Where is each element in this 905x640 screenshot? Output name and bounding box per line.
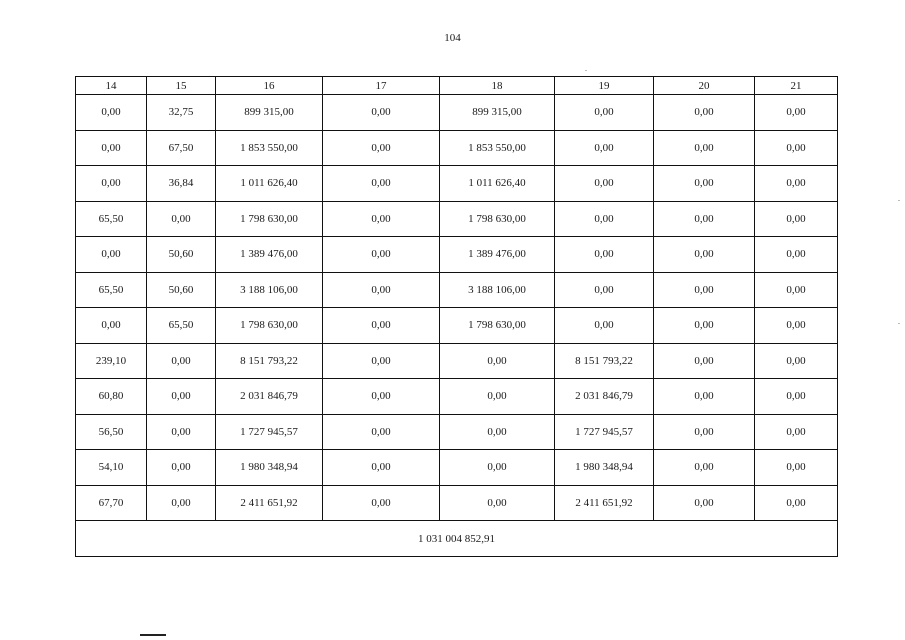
table-cell: 60,80 — [76, 379, 147, 415]
table-cell: 1 853 550,00 — [216, 130, 323, 166]
table-cell: 2 411 651,92 — [216, 485, 323, 521]
table-cell: 0,00 — [323, 379, 440, 415]
table-cell: 0,00 — [147, 201, 216, 237]
table-row — [76, 450, 838, 486]
table-cell: 0,00 — [76, 308, 147, 344]
table-row — [76, 166, 838, 202]
table-cell: 0,00 — [755, 379, 838, 415]
table-cell: 0,00 — [654, 201, 755, 237]
table-cell: 0,00 — [755, 130, 838, 166]
table-cell: 0,00 — [323, 272, 440, 308]
table-cell: 0,00 — [147, 343, 216, 379]
table-cell: 0,00 — [555, 201, 654, 237]
column-header: 15 — [147, 77, 216, 95]
table-cell: 1 011 626,40 — [440, 166, 555, 202]
table-cell: 0,00 — [147, 414, 216, 450]
table-cell: 0,00 — [323, 414, 440, 450]
table-cell: 0,00 — [755, 343, 838, 379]
table-cell: 0,00 — [555, 130, 654, 166]
table-cell: 0,00 — [654, 379, 755, 415]
table-row — [76, 237, 838, 273]
table-cell: 0,00 — [76, 237, 147, 273]
table-cell: 0,00 — [440, 379, 555, 415]
table-cell: 0,00 — [755, 272, 838, 308]
table-body — [76, 95, 838, 521]
table-cell: 0,00 — [323, 166, 440, 202]
table-cell: 65,50 — [76, 272, 147, 308]
table-cell: 0,00 — [440, 450, 555, 486]
page-number: 104 — [444, 32, 461, 44]
table-cell: 0,00 — [440, 343, 555, 379]
table-cell: 67,70 — [76, 485, 147, 521]
table-cell: 0,00 — [755, 308, 838, 344]
table-cell: 50,60 — [147, 237, 216, 273]
table-row — [76, 201, 838, 237]
table-cell: 0,00 — [654, 308, 755, 344]
table-cell: 0,00 — [555, 272, 654, 308]
table-row — [76, 308, 838, 344]
table-cell: 0,00 — [654, 414, 755, 450]
scan-dot — [898, 200, 900, 201]
table-cell: 3 188 106,00 — [216, 272, 323, 308]
table-cell: 56,50 — [76, 414, 147, 450]
column-header: 20 — [654, 77, 755, 95]
table-cell: 1 798 630,00 — [216, 308, 323, 344]
table-cell: 36,84 — [147, 166, 216, 202]
table-cell: 1 389 476,00 — [216, 237, 323, 273]
table-row — [76, 414, 838, 450]
table-cell: 0,00 — [555, 95, 654, 131]
table-cell: 0,00 — [755, 450, 838, 486]
table-cell: 0,00 — [654, 343, 755, 379]
table-cell: 0,00 — [654, 485, 755, 521]
table-row — [76, 379, 838, 415]
data-table — [75, 76, 838, 557]
table-cell: 0,00 — [654, 272, 755, 308]
total-row — [76, 521, 838, 557]
table-cell: 2 031 846,79 — [216, 379, 323, 415]
table-cell: 2 411 651,92 — [555, 485, 654, 521]
table-footer — [76, 521, 838, 557]
table-cell: 1 853 550,00 — [440, 130, 555, 166]
column-header: 18 — [440, 77, 555, 95]
table-cell: 1 798 630,00 — [440, 201, 555, 237]
table-cell: 0,00 — [654, 166, 755, 202]
table-cell: 1 980 348,94 — [555, 450, 654, 486]
table-cell: 1 011 626,40 — [216, 166, 323, 202]
table-cell: 65,50 — [147, 308, 216, 344]
table-cell: 32,75 — [147, 95, 216, 131]
table-cell: 0,00 — [440, 414, 555, 450]
table-cell: 0,00 — [654, 237, 755, 273]
table-row — [76, 272, 838, 308]
table-cell: 0,00 — [323, 343, 440, 379]
column-header: 14 — [76, 77, 147, 95]
column-header: 21 — [755, 77, 838, 95]
column-header: 16 — [216, 77, 323, 95]
table-cell: 0,00 — [76, 130, 147, 166]
table-row — [76, 343, 838, 379]
table-cell: 0,00 — [323, 485, 440, 521]
table-cell: 8 151 793,22 — [555, 343, 654, 379]
table-cell: 1 727 945,57 — [216, 414, 323, 450]
table-cell: 0,00 — [755, 201, 838, 237]
scan-dot — [898, 323, 900, 324]
scan-dot — [585, 70, 587, 71]
table-cell: 50,60 — [147, 272, 216, 308]
table-row — [76, 485, 838, 521]
table-cell: 0,00 — [654, 130, 755, 166]
table-cell: 3 188 106,00 — [440, 272, 555, 308]
table-cell: 0,00 — [323, 450, 440, 486]
table-row — [76, 130, 838, 166]
table-cell: 8 151 793,22 — [216, 343, 323, 379]
header-row — [76, 77, 838, 95]
table-cell: 899 315,00 — [440, 95, 555, 131]
table-cell: 0,00 — [555, 166, 654, 202]
table-cell: 1 980 348,94 — [216, 450, 323, 486]
table-cell: 1 798 630,00 — [216, 201, 323, 237]
table-cell: 0,00 — [323, 237, 440, 273]
table-cell: 1 389 476,00 — [440, 237, 555, 273]
table-cell: 0,00 — [654, 450, 755, 486]
table-cell: 0,00 — [555, 308, 654, 344]
table-cell: 0,00 — [654, 95, 755, 131]
column-header: 19 — [555, 77, 654, 95]
table-cell: 1 798 630,00 — [440, 308, 555, 344]
table-cell: 0,00 — [147, 450, 216, 486]
table-cell: 54,10 — [76, 450, 147, 486]
table-cell: 0,00 — [755, 485, 838, 521]
table-row — [76, 95, 838, 131]
table-cell: 0,00 — [76, 166, 147, 202]
total-value: 1 031 004 852,91 — [76, 521, 838, 557]
table-cell: 899 315,00 — [216, 95, 323, 131]
table-cell: 0,00 — [323, 201, 440, 237]
table-cell: 0,00 — [323, 308, 440, 344]
table-cell: 0,00 — [323, 130, 440, 166]
table-cell: 0,00 — [755, 237, 838, 273]
table-cell: 0,00 — [440, 485, 555, 521]
table-cell: 239,10 — [76, 343, 147, 379]
table-cell: 0,00 — [76, 95, 147, 131]
column-header: 17 — [323, 77, 440, 95]
table-cell: 0,00 — [555, 237, 654, 273]
scan-mark — [140, 634, 166, 636]
table-cell: 0,00 — [755, 166, 838, 202]
table-cell: 2 031 846,79 — [555, 379, 654, 415]
table-cell: 67,50 — [147, 130, 216, 166]
table-cell: 65,50 — [76, 201, 147, 237]
table-cell: 0,00 — [755, 95, 838, 131]
table-header — [76, 77, 838, 95]
table-cell: 0,00 — [147, 379, 216, 415]
table-cell: 0,00 — [755, 414, 838, 450]
table-cell: 1 727 945,57 — [555, 414, 654, 450]
table-cell: 0,00 — [147, 485, 216, 521]
table-cell: 0,00 — [323, 95, 440, 131]
